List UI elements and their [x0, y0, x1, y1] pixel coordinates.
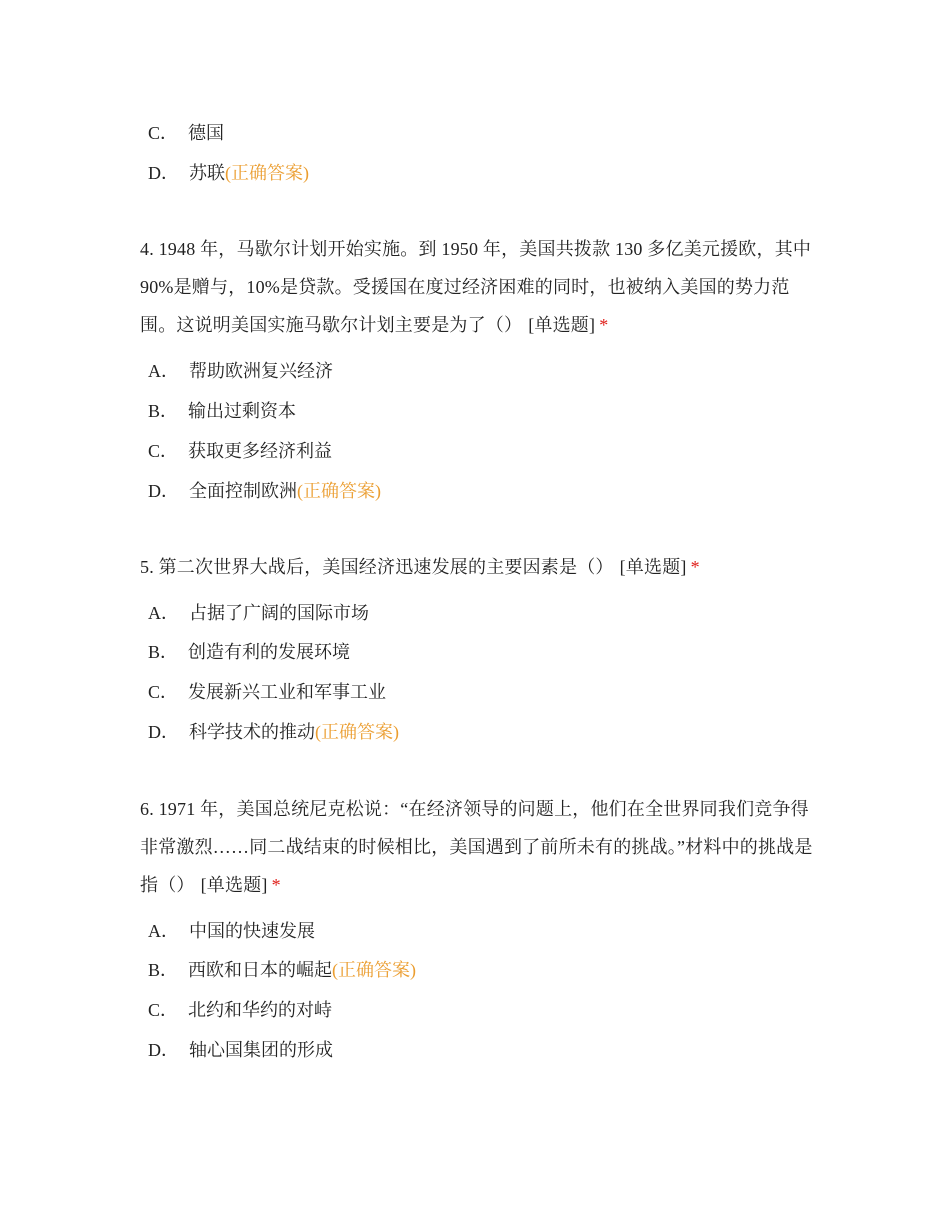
option-text: 帮助欧洲复兴经济 — [189, 361, 333, 381]
option-text: 中国的快速发展 — [189, 921, 315, 941]
option-text: 获取更多经济利益 — [188, 441, 333, 461]
option-text: 占据了广阔的国际市场 — [189, 603, 369, 623]
q4-option-b — [148, 398, 296, 424]
q4-stem — [140, 230, 820, 344]
option-text: 发展新兴工业和军事工业 — [188, 682, 387, 702]
option-letter: A． — [148, 603, 179, 623]
option-text: 输出过剩资本 — [188, 401, 297, 421]
question-type-label: [单选题] — [619, 557, 687, 577]
option-letter: B． — [148, 642, 179, 662]
q6-option-a — [148, 918, 315, 944]
option-text: 轴心国集团的形成 — [189, 1040, 333, 1060]
option-letter: A． — [148, 921, 179, 941]
q6-option-c — [148, 997, 332, 1023]
required-mark: * — [271, 875, 281, 895]
correct-answer-tag: (正确答案) — [332, 960, 417, 980]
q4-option-d — [148, 478, 381, 504]
correct-answer-tag: (正确答案) — [297, 481, 381, 501]
question-type-label: [单选题] — [528, 315, 596, 335]
option-letter: D． — [148, 722, 179, 742]
correct-answer-tag: (正确答案) — [225, 163, 309, 183]
question-text: 5. 第二次世界大战后，美国经济迅速发展的主要因素是（） — [140, 557, 614, 577]
q4-option-c — [148, 438, 332, 464]
question-text: 6. 1971 年，美国总统尼克松说：“在经济领导的问题上，他们在全世界同我们竞争得非常激烈……同二战结束的时候相比，美国遇到了前所未有的挑战。”材料中的挑战是指（） — [140, 799, 813, 895]
required-mark: * — [599, 315, 609, 335]
q6-stem — [140, 790, 820, 904]
question-type-label: [单选题] — [200, 875, 268, 895]
option-letter: C． — [148, 1000, 179, 1020]
option-text: 西欧和日本的崛起 — [188, 960, 333, 980]
option-letter: D． — [148, 481, 179, 501]
option-letter: C． — [148, 441, 179, 461]
question-text: 4. 1948 年，马歇尔计划开始实施。到 1950 年，美国共拨款 130 多亿美元援欧，其中 90%是赠与，10%是贷款。受援国在度过经济困难的同时，也被纳入美国的势力范围。这说明美国实施马歇尔计划主要是为了（） — [140, 239, 812, 335]
option-text: 苏联 — [189, 163, 225, 183]
q3-option-d — [148, 160, 309, 186]
option-letter: D． — [148, 1040, 179, 1060]
q6-option-b — [148, 957, 416, 983]
option-text: 科学技术的推动 — [189, 722, 315, 742]
option-letter: C． — [148, 682, 179, 702]
option-letter: A． — [148, 361, 179, 381]
option-letter: B． — [148, 401, 179, 421]
option-letter: B． — [148, 960, 179, 980]
option-text: 德国 — [188, 123, 225, 143]
option-text: 北约和华约的对峙 — [188, 1000, 333, 1020]
q4-option-a — [148, 358, 333, 384]
q5-option-c — [148, 679, 386, 705]
option-letter: D． — [148, 163, 179, 183]
correct-answer-tag: (正确答案) — [315, 722, 399, 742]
q5-option-d — [148, 719, 399, 745]
q5-option-a — [148, 600, 369, 626]
option-letter: C． — [148, 123, 179, 143]
option-text: 全面控制欧洲 — [189, 481, 297, 501]
q5-option-b — [148, 639, 350, 665]
q3-option-c — [148, 120, 224, 146]
required-mark: * — [690, 557, 700, 577]
q5-stem — [140, 548, 820, 586]
q6-option-d — [148, 1037, 333, 1063]
option-text: 创造有利的发展环境 — [188, 642, 351, 662]
